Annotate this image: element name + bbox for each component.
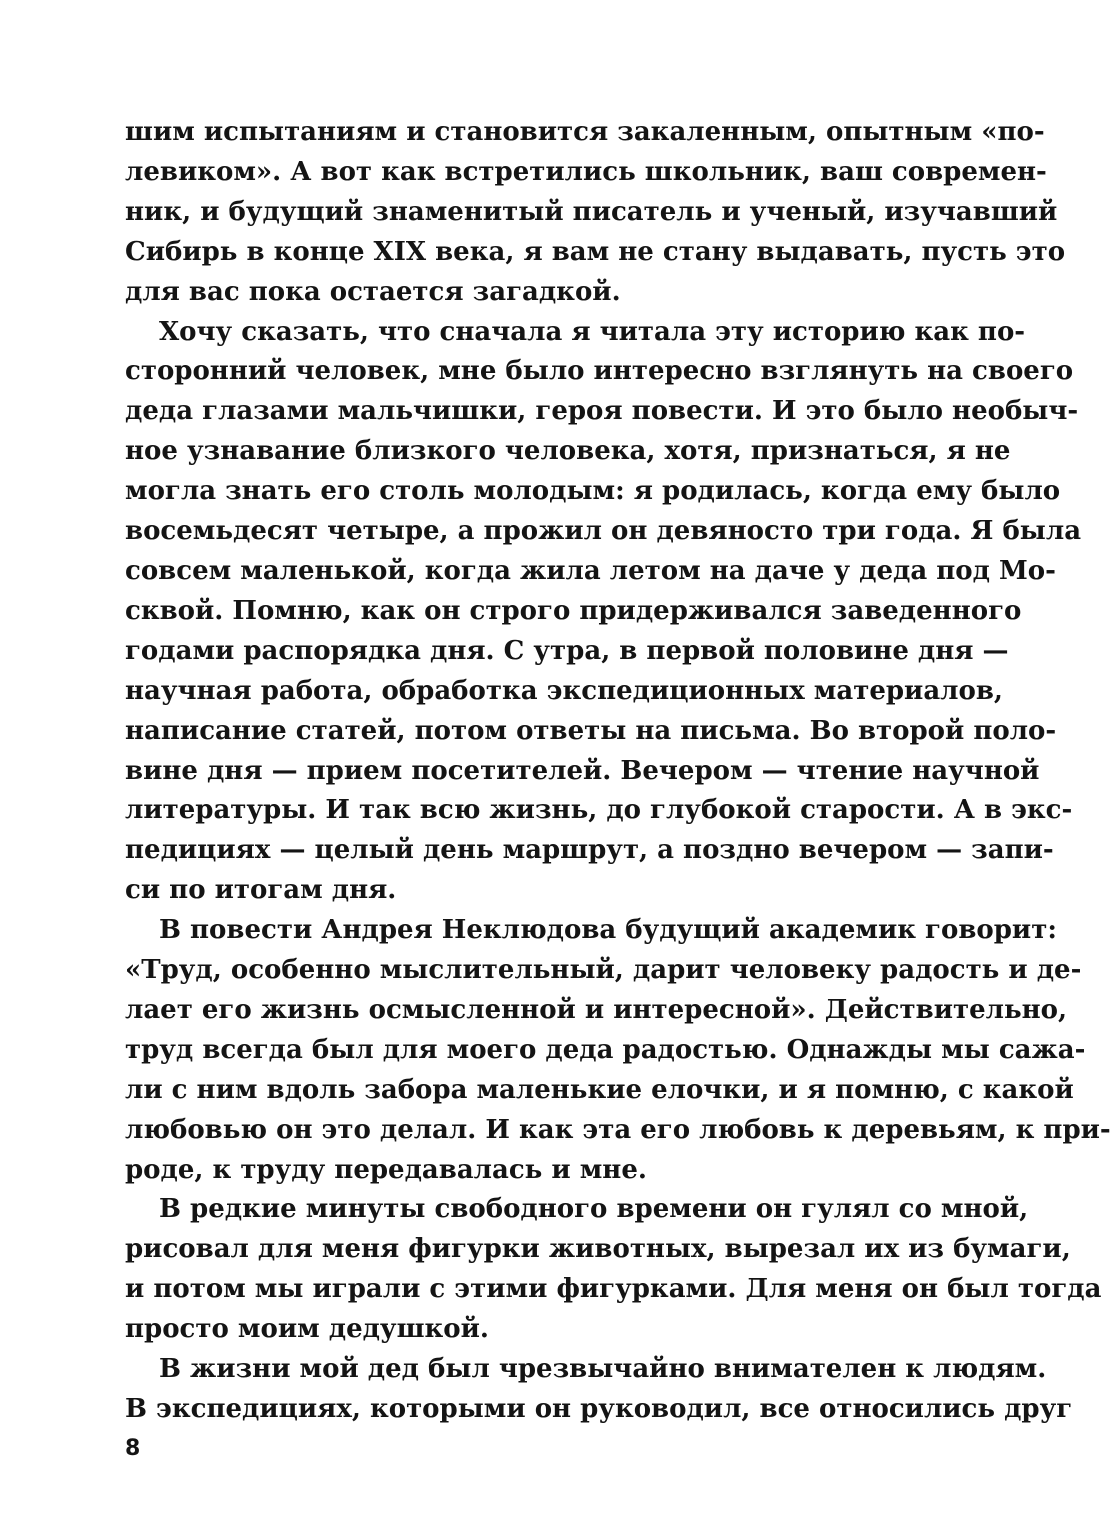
text-line: ное узнавание близкого человека, хотя, признаться, я не (125, 436, 1011, 467)
text-line: восемьдесят четыре, а прожил он девяносто три года. Я была (125, 516, 1082, 547)
text-line: лает его жизнь осмысленной и интересной». Действительно, (125, 994, 1068, 1025)
text-line: рисовал для меня фигурки животных, вырезал их из бумаги, (125, 1234, 1071, 1265)
text-line: литературы. И так всю жизнь, до глубокой старости. А в экс- (125, 795, 1073, 826)
text-line: Сибирь в конце XIX века, я вам не стану выдавать, пусть это (125, 236, 1066, 267)
text-line: «Труд, особенно мыслительный, дарит человеку радость и де- (125, 955, 1082, 986)
text-line: В редкие минуты свободного времени он гулял со мной, (159, 1194, 1029, 1225)
text-line: научная работа, обработка экспедиционных материалов, (125, 675, 1003, 706)
text-line: левиком». А вот как встретились школьник, ваш современ- (125, 156, 1047, 187)
text-line: просто моим дедушкой. (125, 1314, 489, 1345)
text-line: си по итогам дня. (125, 875, 397, 906)
text-line: совсем маленькой, когда жила летом на даче у деда под Мо- (125, 555, 1056, 586)
paragraph-3 (125, 911, 1111, 1190)
text-line: В экспедициях, которыми он руководил, все относились друг (125, 1394, 1073, 1424)
text-line: В жизни мой дед был чрезвычайно внимателен к людям. (159, 1354, 1047, 1385)
paragraph-1 (125, 113, 1066, 313)
text-line: Хочу сказать, что сначала я читала эту историю как по- (159, 316, 1026, 347)
text-line: сторонний человек, мне было интересно взглянуть на своего (125, 356, 1074, 387)
text-line: педициях — целый день маршрут, а поздно вечером — запи- (125, 835, 1054, 866)
text-line: для вас пока остается загадкой. (125, 276, 621, 307)
text-line: деда глазами мальчишки, героя повести. И это было необыч- (125, 396, 1079, 427)
text-line: вине дня — прием посетителей. Вечером — чтение научной (125, 755, 1040, 786)
text-line: труд всегда был для моего деда радостью. Однажды мы сажа- (125, 1034, 1086, 1065)
text-line: сквой. Помню, как он строго придерживался заведенного (125, 595, 1022, 626)
text-line: годами распорядка дня. С утра, в первой половине дня — (125, 635, 1009, 666)
text-line: В повести Андрея Неклюдова будущий академик говорит: (159, 915, 1057, 946)
paragraph-4 (125, 1190, 1102, 1350)
text-line: ник, и будущий знаменитый писатель и ученый, изучавший (125, 196, 1058, 227)
text-line: написание статей, потом ответы на письма. Во второй поло- (125, 715, 1057, 746)
paragraph-2 (125, 313, 1082, 912)
text-line: ли с ним вдоль забора маленькие елочки, и я помню, с какой (125, 1074, 1074, 1105)
text-line: роде, к труду передавалась и мне. (125, 1154, 647, 1185)
text-line: могла знать его столь молодым: я родилась, когда ему было (125, 476, 1061, 507)
text-line: шим испытаниям и становится закаленным, опытным «по- (125, 117, 1045, 147)
body-text (125, 113, 1111, 1430)
text-line: и потом мы играли с этими фигурками. Для меня он был тогда (125, 1274, 1102, 1305)
page-number: 8 (125, 1436, 141, 1461)
text-line: любовью он это делал. И как эта его любовь к деревьям, к при- (125, 1114, 1111, 1145)
paragraph-5 (125, 1350, 1073, 1430)
